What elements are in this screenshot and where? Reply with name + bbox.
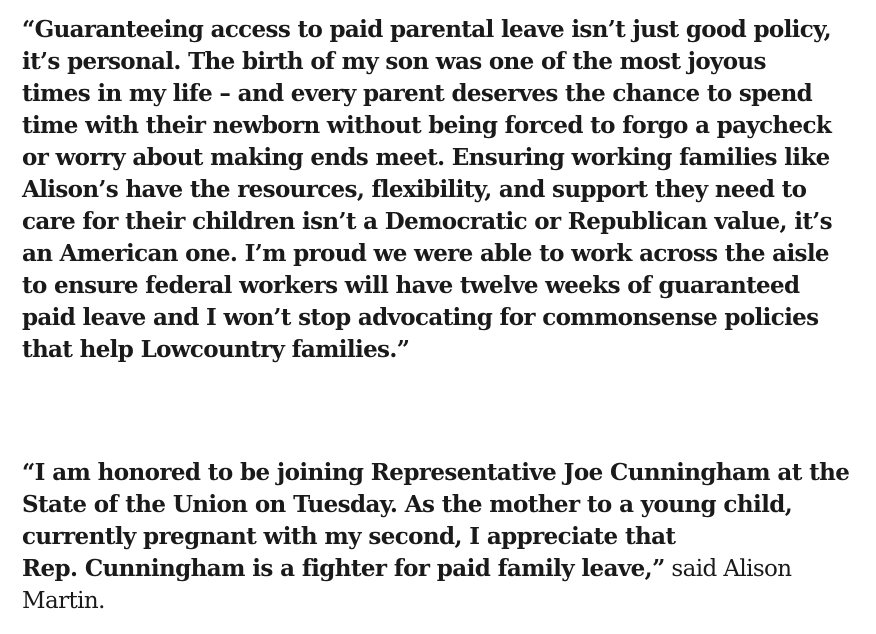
- representative-quote: [22, 14, 872, 366]
- quote-line: currently pregnant with my second, I appreciate that: [22, 523, 676, 550]
- attribution-text: said Alison: [664, 556, 792, 582]
- quote-line: time with their newborn without being forced to forgo a paycheck: [22, 112, 832, 139]
- quote-line: Alison’s have the resources, flexibility, and support they need to: [22, 176, 807, 203]
- quote-line: times in my life – and every parent deserves the chance to spend: [22, 80, 813, 107]
- quote-line: State of the Union on Tuesday. As the mother to a young child,: [22, 491, 793, 518]
- quote-line: paid leave and I won’t stop advocating for commonsense policies: [22, 304, 819, 331]
- quote-line: “Guaranteeing access to paid parental leave isn’t just good policy,: [22, 16, 831, 43]
- attribution-name: Martin.: [22, 588, 105, 614]
- quote-line: it’s personal. The birth of my son was one of the most joyous: [22, 48, 766, 75]
- quote-line: an American one. I’m proud we were able to work across the aisle: [22, 240, 829, 267]
- quote-line: Rep. Cunningham is a fighter for paid family leave,”: [22, 555, 665, 582]
- quote-line: that help Lowcountry families.”: [22, 336, 410, 363]
- quote-line-with-attribution: [22, 553, 872, 585]
- quote-line: or worry about making ends meet. Ensuring working families like: [22, 144, 830, 171]
- guest-quote: [22, 457, 872, 617]
- quote-line: “I am honored to be joining Representative Joe Cunningham at the: [22, 459, 850, 486]
- quote-line: care for their children isn’t a Democratic or Republican value, it’s: [22, 208, 832, 235]
- quote-line: to ensure federal workers will have twelve weeks of guaranteed: [22, 272, 800, 299]
- press-release-excerpt: [22, 14, 872, 617]
